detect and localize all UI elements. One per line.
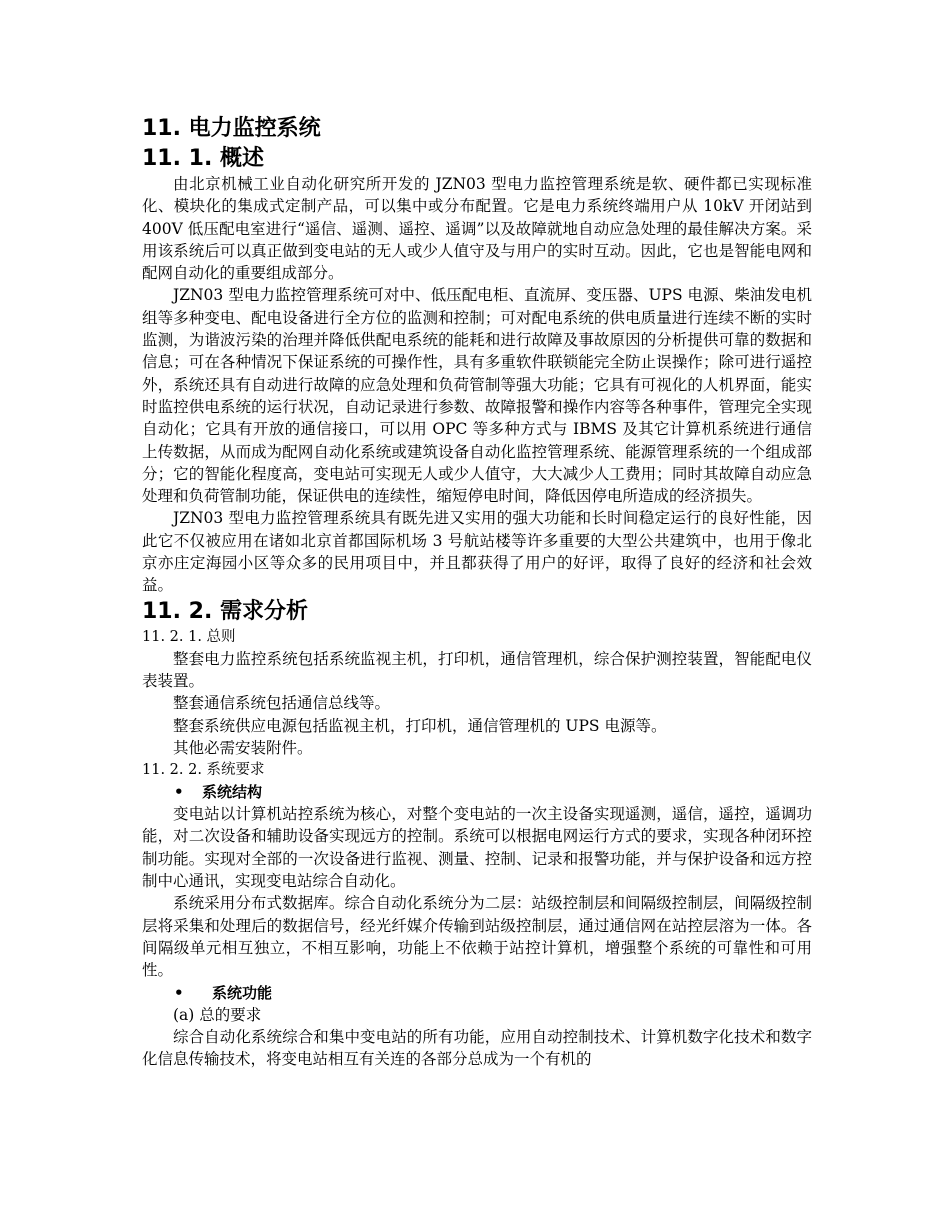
bullet-system-structure (142, 781, 812, 803)
structure-paragraph-1: 变电站以计算机站控系统为核心，对整个变电站的一次主设备实现遥测，遥信，遥控，遥调功能，对二次设备和辅助设备实现远方的控制。系统可以根据电网运行方式的要求，实现各种闭环控制功能。实现对全部的一次设备进行监视、测量、控制、记录和报警功能，并与保护设备和远方控制中心通讯，实现变电站综合自动化。 (142, 805, 812, 891)
section-title-overview: 11. 1. 概述 (142, 146, 264, 171)
bullet-label: 系统功能 (212, 983, 273, 1002)
overview-paragraph-1: 由北京机械工业自动化研究所开发的 JZN03 型电力监控管理系统是软、硬件都已实现标准化、模块化的集成式定制产品，可以集中或分布配置。它是电力系统终端用户从 10kV 开闭站到 400V 低压配电室进行“遥信、遥测、遥控、遥调”以及故障就地自动应急处理的最佳解决方案。采用该系统后可以真正做到变电站的无人或少人值守及与用户的实时互动。因此，它也是智能电网和配网自动化的重要组成部分。 (142, 175, 812, 283)
document-page (142, 112, 812, 1070)
bullet-dot-icon: • (174, 983, 184, 1002)
structure-paragraph-2: 系统采用分布式数据库。综合自动化系统分为二层：站级控制层和间隔级控制层，间隔级控制层将采集和处理后的数据信号，经光纤媒介传输到站级控制层，通过通信网在站控层溶为一体。各间隔级单元相互独立，不相互影响，功能上不依赖于站控计算机，增强整个系统的可靠性和可用性。 (142, 894, 812, 980)
overview-paragraph-2: JZN03 型电力监控管理系统可对中、低压配电柜、直流屏、变压器、UPS 电源、柴油发电机组等多种变电、配电设备进行全方位的监测和控制；可对配电系统的供电质量进行连续不断的实时监测，为谐波污染的治理并降低供配电系统的能耗和进行故障及事故原因的分析提供可靠的数据和信息；可在各种情况下保证系统的可操作性，具有多重软件联锁能完全防止误操作；除可进行遥控外，系统还具有自动进行故障的应急处理和负荷管制等强大功能；它具有可视化的人机界面，能实时监控供电系统的运行状况，自动记录进行参数、故障报警和操作内容等各种事件，管理完全实现自动化；它具有开放的通信接口，可以用 OPC 等多种方式与 IBMS 及其它计算机系统进行通信上传数据，从而成为配网自动化系统或建筑设备自动化监控管理系统、能源管理系统的一个组成部分；它的智能化程度高，变电站可实现无人或少人值守，大大减少人工费用；同时其故障自动应急处理和负荷管制功能，保证供电的连续性，缩短停电时间，降低因停电所造成的经济损失。 (142, 286, 812, 506)
bullet-label: 系统结构 (202, 783, 263, 802)
bullet-dot-icon: • (174, 783, 184, 802)
bullet-system-function (142, 982, 812, 1004)
general-paragraph-2: 整套通信系统包括通信总线等。 (173, 694, 391, 713)
function-paragraph-1: 综合自动化系统综合和集中变电站的所有功能，应用自动控制技术、计算机数字化技术和数字化信息传输技术，将变电站相互有关连的各部分总成为一个有机的 (142, 1027, 812, 1069)
general-paragraph-4: 其他必需安装附件。 (173, 738, 313, 757)
chapter-title: 11. 电力监控系统 (142, 116, 321, 141)
subsection-title-general: 11. 2. 1. 总则 (142, 628, 236, 645)
section-title-requirements: 11. 2. 需求分析 (142, 598, 308, 624)
subsection-title-system-requirements: 11. 2. 2. 系统要求 (142, 762, 265, 779)
overview-paragraph-3: JZN03 型电力监控管理系统具有既先进又实用的强大功能和长时间稳定运行的良好性能，因此它不仅被应用在诸如北京首都国际机场 3 号航站楼等许多重要的大型公共建筑中，也用于像北京亦庄定海园小区等众多的民用项目中，并且都获得了用户的好评，取得了良好的经济和社会效益。 (142, 509, 812, 595)
item-label-a: (a) 总的要求 (173, 1005, 262, 1024)
general-paragraph-1: 整套电力监控系统包括系统监视主机，打印机，通信管理机，综合保护测控装置，智能配电仪表装置。 (142, 649, 812, 690)
general-paragraph-3: 整套系统供应电源包括监视主机，打印机，通信管理机的 UPS 电源等。 (173, 716, 667, 735)
